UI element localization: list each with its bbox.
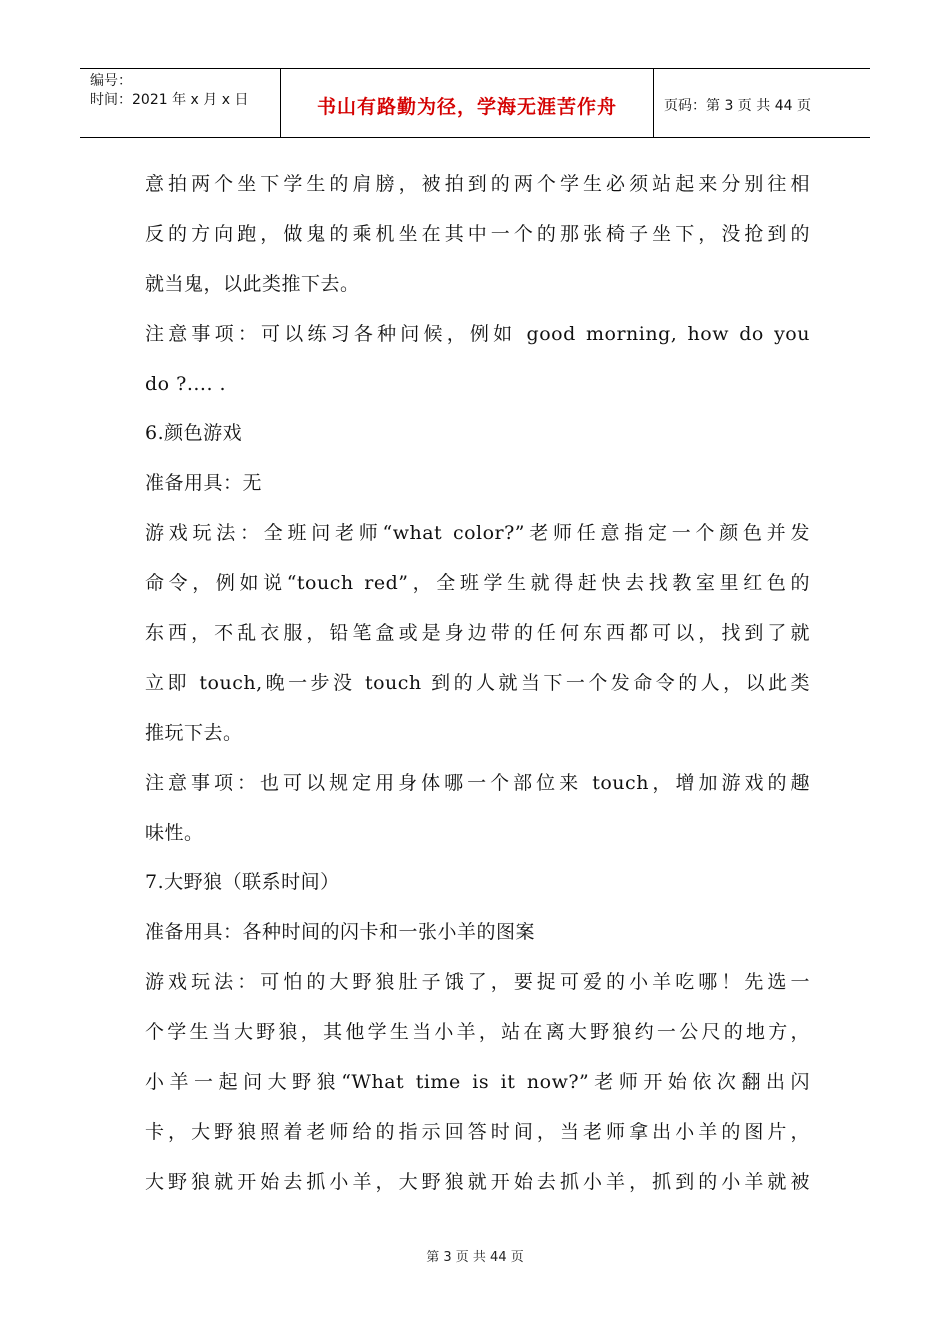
body-line: 立即 touch,晚一步没 touch 到的人就当下一个发命令的人，以此类 xyxy=(145,671,810,694)
section-heading: 7.大野狼（联系时间） xyxy=(145,871,340,894)
header-page-info: 页码：第 3 页 共 44 页 xyxy=(664,98,811,114)
body-line: 意拍两个坐下学生的肩膀，被拍到的两个学生必须站起来分别往相 xyxy=(145,173,810,195)
serial-number-label: 编号： xyxy=(90,73,132,89)
section-heading: 6.颜色游戏 xyxy=(145,422,243,445)
body-line: 东西，不乱衣服，铅笔盒或是身边带的任何东西都可以，找到了就 xyxy=(145,622,810,645)
body-line: 卡，大野狼照着老师给的指示回答时间，当老师拿出小羊的图片， xyxy=(145,1120,810,1143)
body-line: 推玩下去。 xyxy=(145,721,243,744)
body-line: 反的方向跑，做鬼的乘机坐在其中一个的那张椅子坐下，没抢到的 xyxy=(145,222,810,245)
body-line: 大野狼就开始去抓小羊，大野狼就开始去抓小羊，抓到的小羊就被 xyxy=(145,1170,810,1193)
body-line: 小羊一起问大野狼“What time is it now?”老师开始依次翻出闪 xyxy=(145,1071,810,1094)
body-line: 准备用具：无 xyxy=(145,472,263,495)
page-footer: 第 3 页 共 44 页 xyxy=(426,1250,524,1265)
document-body xyxy=(145,160,810,1208)
body-line: 命令，例如说“touch red”，全班学生就得赶快去找教室里红色的 xyxy=(145,572,810,595)
page-header xyxy=(80,68,870,138)
body-line: 游戏玩法：可怕的大野狼肚子饿了，要捉可爱的小羊吃哪！先选一 xyxy=(145,971,810,994)
body-line: 味性。 xyxy=(145,821,204,844)
date-label: 时间：2021 年 x 月 x 日 xyxy=(90,92,249,108)
body-line: 注意事项：也可以规定用身体哪一个部位来 touch，增加游戏的趣 xyxy=(145,771,810,794)
body-line: 就当鬼，以此类推下去。 xyxy=(145,272,360,295)
body-line: 注意事项：可以练习各种问候，例如 good morning, how do you xyxy=(145,322,810,345)
body-line: do ?.... . xyxy=(145,372,227,395)
header-meta xyxy=(80,69,281,137)
body-line: 个学生当大野狼，其他学生当小羊，站在离大野狼约一公尺的地方， xyxy=(145,1021,810,1044)
body-line: 游戏玩法：全班问老师“what color?”老师任意指定一个颜色并发 xyxy=(145,522,810,545)
body-line: 准备用具：各种时间的闪卡和一张小羊的图案 xyxy=(145,921,536,944)
header-motto: 书山有路勤为径，学海无涯苦作舟 xyxy=(281,69,654,137)
